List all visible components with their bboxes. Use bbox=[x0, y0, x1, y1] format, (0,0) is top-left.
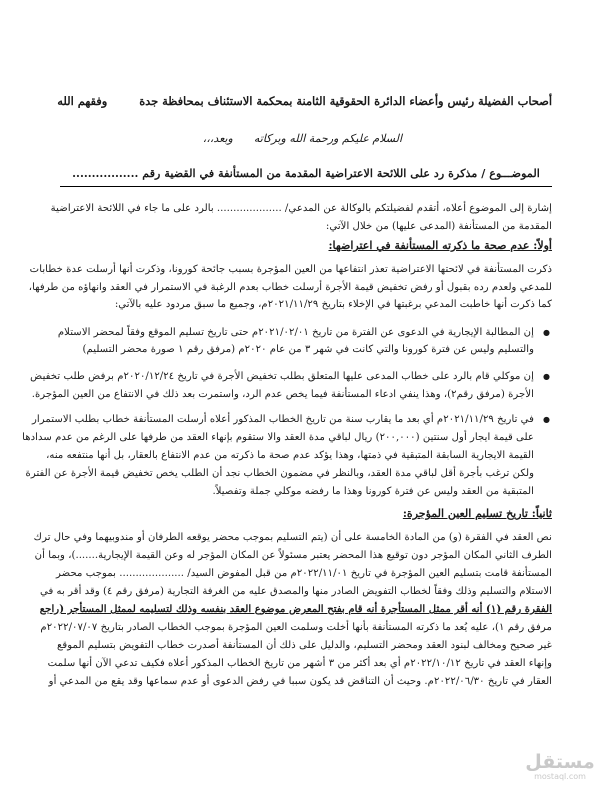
watermark-logo bbox=[520, 752, 600, 781]
paragraph-line: مرفق رقم ١)، عليه يُعد ما ذكرته المستأنفة بأنها أخلت وسلمت العين المؤجرة بموجب الخطاب الصادر بتاريخ ٢٠٢٢/٠٧/٠٧م bbox=[40, 622, 552, 633]
paragraph-line: الاستلام والتسليم وذلك وفقاً لخطاب التفويض الصادر منها والمصدق عليه من الغرفة التجارية (مرفق رقم ٤) وقد أقر به في bbox=[39, 586, 552, 597]
bullet-line: إن موكلي قام بالرد على خطاب المدعى عليها المتعلق بطلب تخفيض الأجرة في تاريخ ٢٠٢٠/١٢/٢٤م برفض طلب تخفيض bbox=[30, 371, 534, 382]
paragraph-line: غير صحيح ومخالف لبنود العقد ومحضر التسليم، والدليل على ذلك أن المستأنفة أصدرت خطاب التفويض بتسليم الموقع bbox=[57, 640, 552, 651]
bullet-line: المتبقية من العقد وليس عن فترة كورونا وهذا ما رفضه موكلي جملة وتفصيلاً. bbox=[212, 486, 534, 497]
paragraph-line: وإنهاء العقد في تاريخ ٢٠٢٢/١٠/١٢م أي بعد أكثر من ٣ أشهر من تاريخ الخطاب المذكور أعلاه فكيف تدعي الآن أنها سلمت bbox=[47, 658, 552, 669]
bullet-icon: ● bbox=[543, 372, 550, 381]
addressee-line bbox=[57, 94, 552, 108]
subject-line: الموضـــوع / مذكرة رد على اللائحة الاعتراضية المقدمة من المستأنفة في القضية رقم ................. bbox=[72, 166, 540, 180]
section-heading: أولاً: عدم صحة ما ذكرته المستأنفة في اعتراضها: bbox=[328, 239, 552, 252]
bullet-icon: ● bbox=[543, 328, 550, 337]
paragraph-line: نص العقد في الفقرة (و) من المادة الخامسة على أن (يتم التسليم بموجب محضر يوقعه الطرفان أو مندوبيهما وفي حال ترك bbox=[33, 532, 552, 543]
paragraph-line: كما ذكرت أنها خاطبت المدعي برغبتها في الإخلاء بتاريخ ٢٠٢١/١١/٢٩م، وجميع ما سبق مردود عليه بالآتي: bbox=[114, 299, 552, 310]
blessing: وفقهم الله bbox=[57, 94, 108, 108]
bullet-line: إن المطالبة الإيجارية في الدعوى عن الفترة من تاريخ ٢٠٢١/٠٢/٠١م حتى تاريخ تسليم الموقع وفقاً لمحضر الاستلام bbox=[57, 327, 534, 338]
paragraph-line: العقار في تاريخ ٢٠٢٢/٠٦/٣٠م. وحيث أن التناقض قد يكون سببا في رفض الدعوى أو عدم سماعها وقد يقع من المدعي أو bbox=[48, 676, 552, 687]
bullet-line: القيمة الايجارية السابقة المتبقية في ذمتها، وهذا يؤكد عدم صحة ما ذكرته من عدم الانتفاع بالعقار، بل أنها منتفعه منه، bbox=[46, 450, 534, 461]
paragraph-line: الطرف الثاني المكان المؤجر دون توقيع هذا المحضر يعتبر مسئولاً عن المكان المؤجر له وعن القيمة الإيجارية.......)، وبما أن bbox=[34, 550, 552, 561]
bullet-line: على قيمة ايجار أول سنتين (٢٠٠,٠٠٠) ريال لباقي مدة العقد والا ستقوم بإنهاء العقد من طرفها على الرغم من عدم سدادها bbox=[22, 432, 534, 443]
watermark-brand: مستقل bbox=[525, 751, 595, 773]
section-heading: ثانياً: تاريخ تسليم العين المؤجرة: bbox=[402, 507, 552, 520]
paragraph-line: ذكرت المستأنفة في لائحتها الاعتراضية تعذر انتفاعها من العين المؤجرة بسبب جائحة كورونا، وذكرت أنها أرسلت عدة خطابات bbox=[29, 264, 552, 275]
ba3d-text: وبعد،،، bbox=[202, 132, 233, 145]
bullet-line: الأجرة (مرفق رقم٢)، وهذا ينفي ادعاء المستأنفة فيما يخص عدم الرد، واستمرت بعد ذلك في الانتفاع من العين المؤجرة. bbox=[31, 389, 534, 400]
bullet-line: في تاريخ ٢٠٢١/١١/٢٩م أي بعد ما يقارب سنة من تاريخ الخطاب المذكور أعلاه أرسلت المستأنفة خطاب بطلب الاستمرار bbox=[32, 414, 534, 425]
salam-text: السلام عليكم ورحمة الله وبركاته bbox=[253, 132, 402, 145]
watermark-site: mostaql.com bbox=[534, 772, 586, 781]
paragraph-line: للمدعي ولعدم رده بقبول أو رفض تخفيض قيمة الأجرة أرسلت خطاب بعدم الرغبة في الاستمرار في العقد وانهاؤه من طرفها، bbox=[28, 282, 552, 293]
greeting bbox=[160, 132, 402, 145]
addressee: أصحاب الفضيلة رئيس وأعضاء الدائرة الحقوقية الثامنة بمحكمة الاستئناف بمحافظة جدة bbox=[139, 94, 552, 108]
intro-line: المقدمة من المستأنفة (المدعى عليها) من خلال الآتي: bbox=[325, 221, 552, 232]
bullet-icon: ● bbox=[543, 415, 550, 424]
paragraph-line: الفقرة رقم (١) أنه أقر ممثل المستأجرة أنه قام بفتح المعرض موضوع العقد بنفسه وذلك لتسليمه لممثل المستأجر (راجع bbox=[39, 603, 552, 615]
subject-divider bbox=[60, 186, 552, 187]
bullet-line: والتسليم وليس عن فترة كورونا والتي كانت في شهر ٣ من عام ٢٠٢٠م (مرفق رقم ١ صورة محضر التسليم) bbox=[82, 344, 534, 355]
bullet-line: ولكن ترغب بأجرة أقل لباقي مدة العقد، وبالنظر في مضمون الخطاب نجد أن الطلب يخص تخفيض قيمة الأجرة عن الفترة bbox=[25, 468, 534, 479]
paragraph-line: المستأنفة قامت بتسليم العين المؤجرة في تاريخ ٢٠٢٢/١١/٠١م من قبل المفوض السيد/ .................... بموجب محضر bbox=[56, 568, 552, 579]
intro-line: إشارة إلى الموضوع أعلاه، أتقدم لفضيلتكم بالوكالة عن المدعي/ .................... بالرد على ما جاء في اللائحة الاعتراضية bbox=[50, 203, 552, 214]
